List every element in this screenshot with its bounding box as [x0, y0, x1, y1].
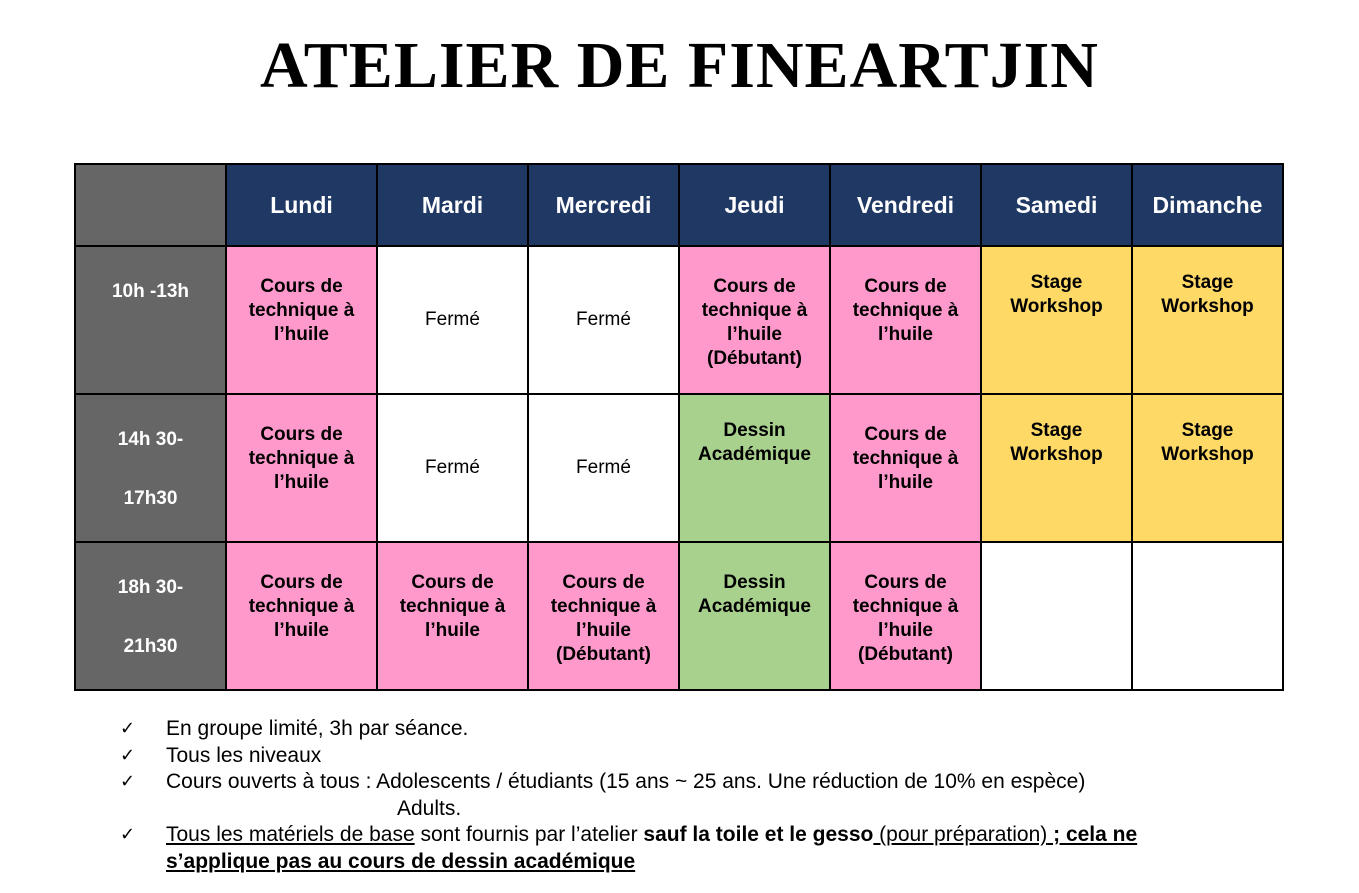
note-item	[120, 769, 1320, 822]
check-mark-icon: ✓	[120, 771, 136, 792]
time-end: 21h30	[123, 636, 178, 657]
schedule-cell-empty	[1132, 542, 1283, 690]
note-text: Tous les niveaux	[166, 743, 322, 767]
note-text-underlined: (pour préparation)	[873, 823, 1048, 846]
day-header-vendredi: Vendredi	[830, 164, 981, 246]
time-end: 17h30	[123, 488, 178, 509]
day-header-lundi: Lundi	[226, 164, 377, 246]
note-text-underlined: Tous les matériels de base	[166, 823, 415, 846]
schedule-row-afternoon	[75, 394, 1283, 542]
schedule-cell-closed: Fermé	[377, 394, 528, 542]
schedule-table	[74, 163, 1284, 691]
corner-cell	[75, 164, 226, 246]
time-start: 18h 30-	[117, 577, 184, 598]
schedule-cell-closed: Fermé	[528, 246, 679, 394]
time-start: 10h -13h	[111, 281, 190, 302]
schedule-cell: Stage Workshop	[981, 246, 1132, 394]
check-mark-icon: ✓	[120, 744, 136, 766]
note-text: Cours ouverts à tous : Adolescents / étudiants (15 ans ~ 25 ans. Une réduction de 10% en espèce)	[166, 770, 1086, 793]
note-item	[120, 716, 1320, 743]
day-header-dimanche: Dimanche	[1132, 164, 1283, 246]
schedule-cell: Cours de technique à l’huile	[226, 246, 377, 394]
schedule-cell: Dessin Académique	[679, 542, 830, 690]
note-text-continuation: Adults.	[397, 796, 462, 820]
note-item	[120, 822, 1320, 875]
page-title: ATELIER DE FINEARTJIN	[260, 29, 1099, 102]
day-header-mercredi: Mercredi	[528, 164, 679, 246]
schedule-cell: Stage Workshop	[981, 394, 1132, 542]
note-item	[120, 743, 1320, 770]
time-slot-cell	[75, 394, 226, 542]
note-text: sont fournis par l’atelier	[414, 823, 644, 846]
note-text-bold-underlined: ; cela ne	[1047, 823, 1138, 846]
check-mark-icon: ✓	[120, 718, 136, 739]
schedule-cell: Cours de technique à l’huile	[226, 542, 377, 690]
schedule-cell: Cours de technique à l’huile	[830, 246, 981, 394]
day-header-samedi: Samedi	[981, 164, 1132, 246]
time-slot-cell	[75, 246, 226, 394]
schedule-cell: Cours de technique à l’huile	[377, 542, 528, 690]
note-text-bold-underlined: s’applique pas au cours de dessin académique	[166, 849, 636, 873]
schedule-cell: Dessin Académique	[679, 394, 830, 542]
time-slot-cell	[75, 542, 226, 690]
check-mark-icon: ✓	[120, 824, 136, 845]
schedule-cell: Cours de technique à l’huile	[830, 394, 981, 542]
schedule-cell: Stage Workshop	[1132, 394, 1283, 542]
schedule-cell: Cours de technique à l’huile (Débutant)	[830, 542, 981, 690]
schedule-row-evening	[75, 542, 1283, 690]
header-row	[75, 164, 1283, 246]
schedule-cell-closed: Fermé	[377, 246, 528, 394]
day-header-jeudi: Jeudi	[679, 164, 830, 246]
schedule-cell-empty	[981, 542, 1132, 690]
note-text: En groupe limité, 3h par séance.	[166, 717, 469, 740]
notes-list	[120, 716, 1320, 875]
day-header-mardi: Mardi	[377, 164, 528, 246]
time-start: 14h 30-	[117, 429, 184, 450]
schedule-cell-closed: Fermé	[528, 394, 679, 542]
schedule-cell: Cours de technique à l’huile (Débutant)	[528, 542, 679, 690]
schedule-cell: Stage Workshop	[1132, 246, 1283, 394]
schedule-cell: Cours de technique à l’huile	[226, 394, 377, 542]
schedule-row-morning	[75, 246, 1283, 394]
note-text-bold: sauf la toile et le gesso	[643, 823, 874, 846]
schedule-cell: Cours de technique à l’huile (Débutant)	[679, 246, 830, 394]
